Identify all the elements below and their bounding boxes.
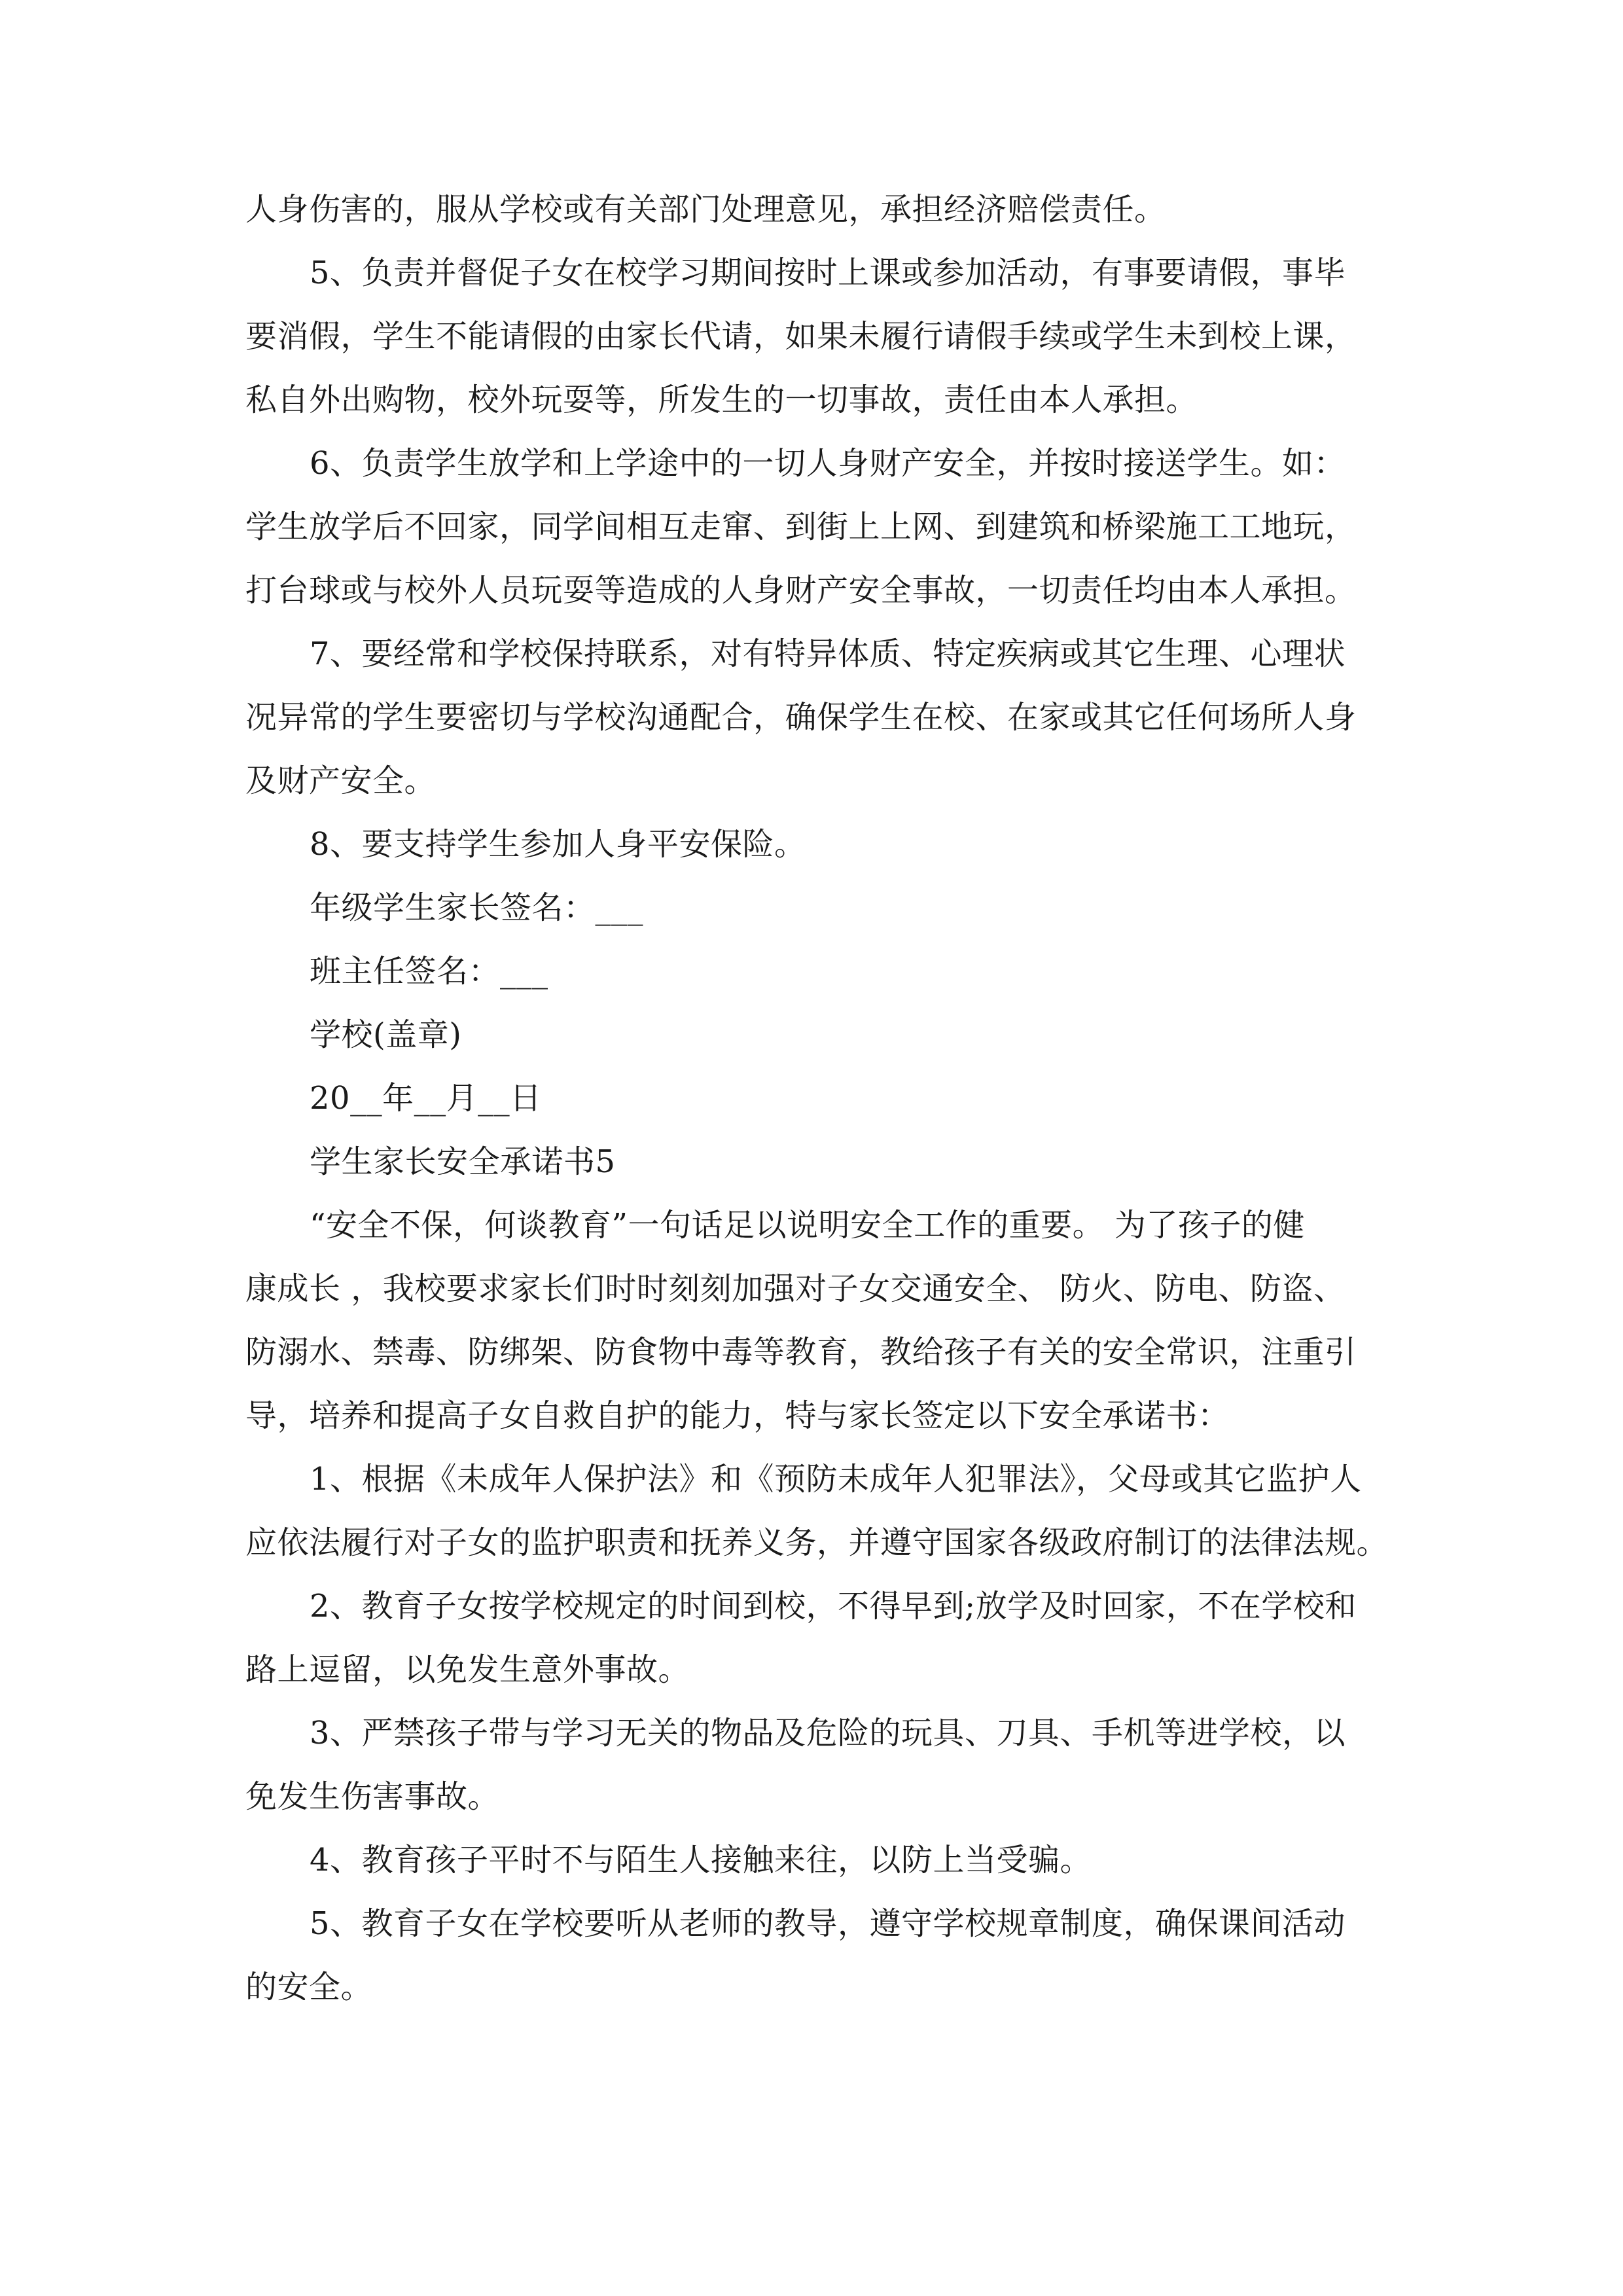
text-line: 私自外出购物，校外玩耍等，所发生的一切事故，责任由本人承担。 xyxy=(245,382,1198,418)
text-line: 应依法履行对子女的监护职责和抚养义务，并遵守国家各级政府制订的法律法规。 xyxy=(245,1524,1389,1561)
signature-line-parent: 年级学生家长签名：___ xyxy=(310,889,644,926)
text-line: 2、教育子女按学校规定的时间到校，不得早到;放学及时回家，不在学校和 xyxy=(310,1588,1357,1624)
text-line: 8、要支持学生参加人身平安保险。 xyxy=(310,826,806,863)
text-line: 要消假，学生不能请假的由家长代请，如果未履行请假手续或学生未到校上课， xyxy=(245,318,1357,355)
text-line: 导，培养和提高子女自救自护的能力，特与家长签定以下安全承诺书： xyxy=(245,1397,1230,1434)
text-line: 康成长 ，我校要求家长们时时刻刻加强对子女交通安全、 防火、防电、防盗、 xyxy=(245,1270,1346,1307)
section-heading: 学生家长安全承诺书5 xyxy=(310,1143,616,1180)
text-line: 5、负责并督促子女在校学习期间按时上课或参加活动，有事要请假，事毕 xyxy=(310,255,1346,291)
text-line: 的安全。 xyxy=(245,1969,373,2005)
text-line: 人身伤害的，服从学校或有关部门处理意见，承担经济赔偿责任。 xyxy=(245,191,1166,228)
text-line: 7、要经常和学校保持联系，对有特异体质、特定疾病或其它生理、心理状 xyxy=(310,636,1346,672)
text-line: 况异常的学生要密切与学校沟通配合，确保学生在校、在家或其它任何场所人身 xyxy=(245,699,1357,736)
school-seal-line: 学校(盖章) xyxy=(310,1016,462,1053)
text-line: 5、教育子女在学校要听从老师的教导，遵守学校规章制度，确保课间活动 xyxy=(310,1905,1346,1942)
text-line: 6、负责学生放学和上学途中的一切人身财产安全，并按时接送学生。如： xyxy=(310,445,1346,482)
text-line: 学生放学后不回家，同学间相互走窜、到街上上网、到建筑和桥梁施工工地玩， xyxy=(245,509,1357,545)
text-line: 打台球或与校外人员玩耍等造成的人身财产安全事故，一切责任均由本人承担。 xyxy=(245,572,1357,609)
signature-line-teacher: 班主任签名：___ xyxy=(310,953,548,990)
text-line: 免发生伤害事故。 xyxy=(245,1778,500,1815)
text-line: 4、教育孩子平时不与陌生人接触来往，以防上当受骗。 xyxy=(310,1842,1092,1878)
text-line: 防溺水、禁毒、防绑架、防食物中毒等教育，教给孩子有关的安全常识，注重引 xyxy=(245,1334,1357,1371)
text-line: 1、根据《未成年人保护法》和《预防未成年人犯罪法》，父母或其它监护人 xyxy=(310,1461,1362,1498)
date-line: 20__年__月__日 xyxy=(310,1080,542,1117)
text-line: 路上逗留，以免发生意外事故。 xyxy=(245,1651,690,1688)
text-line: “安全不保，何谈教育”一句话足以说明安全工作的重要。 为了孩子的健 xyxy=(310,1207,1305,1244)
text-line: 及财产安全。 xyxy=(245,762,437,799)
text-line: 3、严禁孩子带与学习无关的物品及危险的玩具、刀具、手机等进学校，以 xyxy=(310,1715,1346,1751)
